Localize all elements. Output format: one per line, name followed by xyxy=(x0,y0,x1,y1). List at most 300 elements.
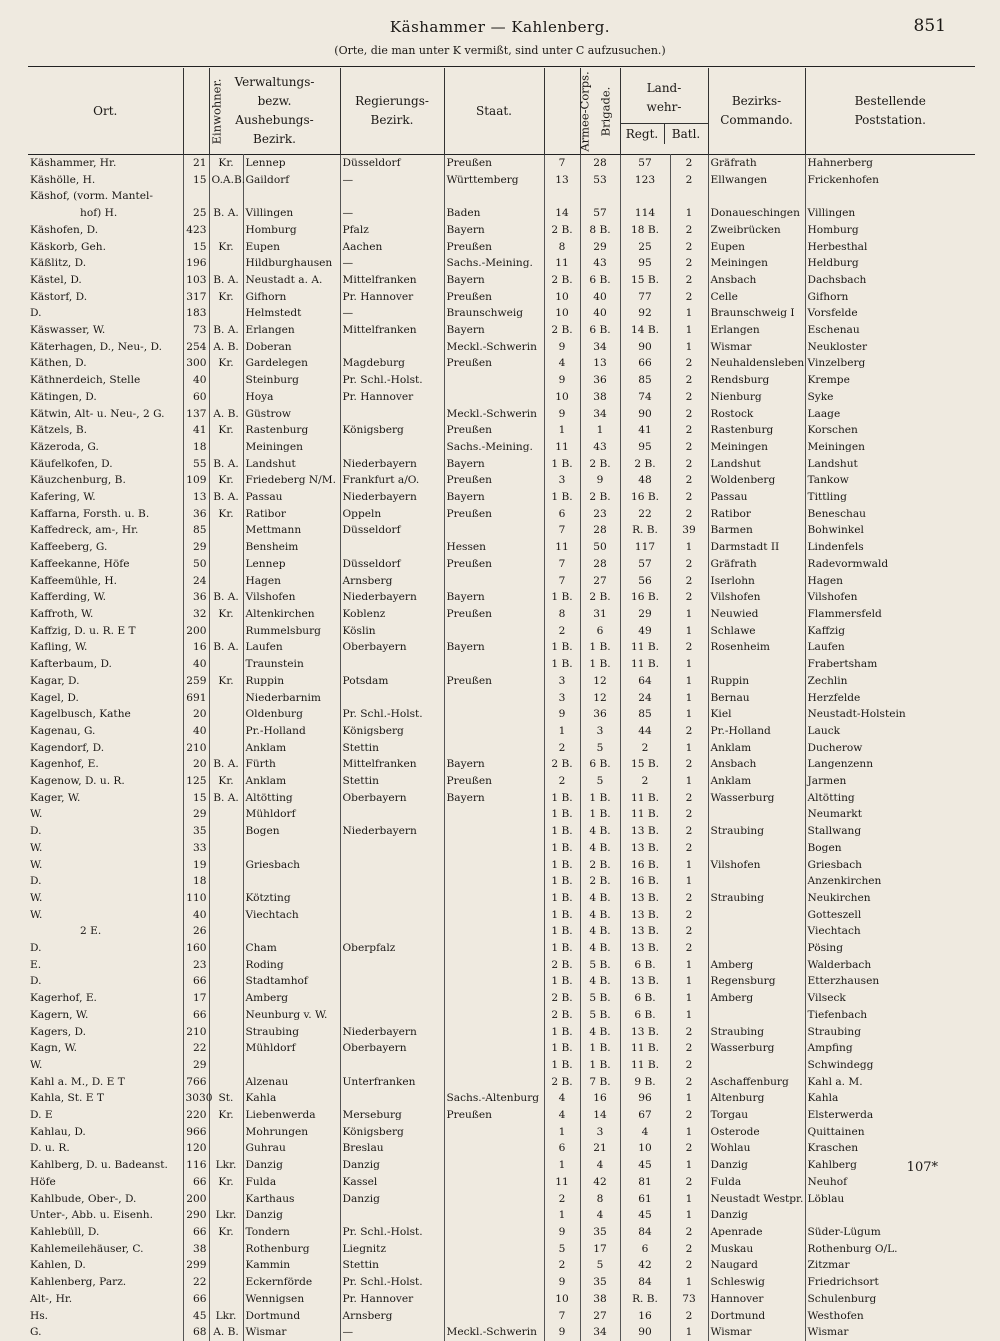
cell-admin-type xyxy=(209,255,243,272)
cell-landwehr-batl: 2 xyxy=(670,1024,708,1041)
cell-gov-district: Arnsberg xyxy=(340,1308,444,1325)
cell-brigade: 2 B. xyxy=(580,857,620,874)
cell-post-station: Wismar xyxy=(805,1324,975,1341)
cell-population: 66 xyxy=(183,1174,209,1191)
cell-district-command: Schleswig xyxy=(708,1274,805,1291)
cell-place: Kagel, D. xyxy=(30,691,79,704)
cell-army-corps: 2 xyxy=(544,740,580,757)
cell-post-station: Langenzenn xyxy=(805,756,975,773)
cell-post-station: Ducherow xyxy=(805,740,975,757)
cell-post-station: Viechtach xyxy=(805,923,975,940)
cell-admin-district: Traunstein xyxy=(243,656,340,673)
cell-landwehr-regt: 16 xyxy=(620,1308,670,1325)
cell-place: Käzeroda, G. xyxy=(30,440,99,453)
cell-gov-district: Oberpfalz xyxy=(340,940,444,957)
cell-admin-district: Neustadt a. A. xyxy=(243,272,340,289)
table-row xyxy=(28,940,975,957)
cell-post-station: Gifhorn xyxy=(805,289,975,306)
cell-landwehr-regt: 41 xyxy=(620,422,670,439)
cell-state xyxy=(444,973,544,990)
cell-state xyxy=(444,1140,544,1157)
cell-admin-type: O.A.B. xyxy=(209,172,243,189)
cell-brigade: 13 xyxy=(580,355,620,372)
table-row xyxy=(28,1291,975,1308)
cell-gov-district: Potsdam xyxy=(340,673,444,690)
cell-admin-type: B. A. xyxy=(209,489,243,506)
col-armee: Armee-Corps. xyxy=(544,68,580,155)
cell-place: Kaffarna, Forsth. u. B. xyxy=(30,507,150,520)
cell-admin-type xyxy=(209,1140,243,1157)
cell-place: Kager, W. xyxy=(30,791,81,804)
cell-population: 109 xyxy=(183,472,209,489)
cell-population: 300 xyxy=(183,355,209,372)
cell-landwehr-batl: 1 xyxy=(670,773,708,790)
cell-state xyxy=(444,723,544,740)
table-row xyxy=(28,1090,975,1107)
cell-gov-district: Oberbayern xyxy=(340,790,444,807)
cell-brigade: 27 xyxy=(580,573,620,590)
cell-place: E. xyxy=(30,958,42,971)
table-row xyxy=(28,973,975,990)
cell-army-corps: 10 xyxy=(544,389,580,406)
cell-landwehr-regt: 13 B. xyxy=(620,823,670,840)
table-row xyxy=(28,1207,975,1224)
cell-admin-type: A. B. xyxy=(209,1324,243,1341)
cell-gov-district: Pr. Schl.-Holst. xyxy=(340,1274,444,1291)
cell-landwehr-batl: 2 xyxy=(670,1257,708,1274)
cell-district-command: Ellwangen xyxy=(708,172,805,189)
cell-state: Bayern xyxy=(444,756,544,773)
table-row xyxy=(28,172,975,189)
cell-brigade: 5 xyxy=(580,1257,620,1274)
cell-brigade: 4 B. xyxy=(580,940,620,957)
table-row xyxy=(28,439,975,456)
cell-gov-district: Unterfranken xyxy=(340,1074,444,1091)
cell-district-command: Rastenburg xyxy=(708,422,805,439)
cell-population: 35 xyxy=(183,823,209,840)
cell-state xyxy=(444,690,544,707)
cell-gov-district: Magdeburg xyxy=(340,355,444,372)
cell-brigade: 42 xyxy=(580,1174,620,1191)
cell-state: Württemberg xyxy=(444,172,544,189)
cell-district-command: Erlangen xyxy=(708,322,805,339)
cell-gov-district: Frankfurt a/O. xyxy=(340,472,444,489)
cell-place: Kätwin, Alt- u. Neu-, 2 G. xyxy=(30,407,165,420)
cell-gov-district: Pr. Schl.-Holst. xyxy=(340,1224,444,1241)
cell-admin-district: Danzig xyxy=(243,1157,340,1174)
cell-post-station: Frabertsham xyxy=(805,656,975,673)
cell-army-corps: 9 xyxy=(544,1224,580,1241)
cell-population: 210 xyxy=(183,740,209,757)
cell-gov-district: Düsseldorf xyxy=(340,522,444,539)
cell-post-station: Eschenau xyxy=(805,322,975,339)
cell-state xyxy=(444,940,544,957)
cell-army-corps: 2 xyxy=(544,623,580,640)
cell-place: Kahl a. M., D. E T xyxy=(30,1075,125,1088)
table-row xyxy=(28,773,975,790)
cell-admin-district: Anklam xyxy=(243,740,340,757)
cell-landwehr-batl: 2 xyxy=(670,289,708,306)
cell-gov-district xyxy=(340,857,444,874)
cell-post-station: Kaffzig xyxy=(805,623,975,640)
cell-admin-district: Rummelsburg xyxy=(243,623,340,640)
cell-army-corps: 2 B. xyxy=(544,1074,580,1091)
cell-post-station: Neukloster xyxy=(805,339,975,356)
cell-state xyxy=(444,623,544,640)
cell-admin-type xyxy=(209,573,243,590)
cell-place: Kagenhof, E. xyxy=(30,758,99,771)
cell-district-command: Barmen xyxy=(708,522,805,539)
cell-landwehr-regt: 90 xyxy=(620,339,670,356)
cell-brigade: 3 xyxy=(580,1124,620,1141)
cell-district-command: Wasserburg xyxy=(708,790,805,807)
cell-admin-district: Hagen xyxy=(243,573,340,590)
cell-state: Preußen xyxy=(444,472,544,489)
cell-admin-district: Güstrow xyxy=(243,406,340,423)
table-row xyxy=(28,1157,975,1174)
cell-brigade: 17 xyxy=(580,1241,620,1258)
cell-landwehr-batl: 1 xyxy=(670,990,708,1007)
cell-admin-type: B. A. xyxy=(209,272,243,289)
cell-place: Kahlen, D. xyxy=(30,1259,86,1272)
cell-landwehr-regt: 9 B. xyxy=(620,1074,670,1091)
cell-population: 36 xyxy=(183,589,209,606)
table-row xyxy=(28,907,975,924)
cell-army-corps: 11 xyxy=(544,539,580,556)
cell-state xyxy=(444,923,544,940)
cell-army-corps: 7 xyxy=(544,522,580,539)
table-row xyxy=(28,589,975,606)
footer-signature: 107* xyxy=(906,1160,938,1175)
cell-district-command: Osterode xyxy=(708,1124,805,1141)
cell-army-corps: 11 xyxy=(544,439,580,456)
cell-admin-district: Wismar xyxy=(243,1324,340,1341)
cell-admin-type xyxy=(209,656,243,673)
cell-population: 60 xyxy=(183,389,209,406)
cell-army-corps: 4 xyxy=(544,1090,580,1107)
cell-admin-type xyxy=(209,1257,243,1274)
cell-place: Unter-, Abb. u. Eisenh. xyxy=(30,1209,154,1222)
cell-landwehr-regt: 16 B. xyxy=(620,873,670,890)
cell-population: 21 xyxy=(183,155,209,172)
cell-army-corps: 1 B. xyxy=(544,907,580,924)
cell-post-station: Straubing xyxy=(805,1024,975,1041)
cell-landwehr-regt: 6 B. xyxy=(620,1007,670,1024)
cell-population: 15 xyxy=(183,239,209,256)
table-row xyxy=(28,890,975,907)
cell-population: 16 xyxy=(183,639,209,656)
cell-place: Kaffeemühle, H. xyxy=(30,574,117,587)
cell-gov-district xyxy=(340,990,444,1007)
cell-gov-district: — xyxy=(340,305,444,322)
cell-admin-district: Helmstedt xyxy=(243,305,340,322)
cell-gov-district: Köslin xyxy=(340,623,444,640)
cell-population: 15 xyxy=(183,172,209,189)
cell-district-command: Wasserburg xyxy=(708,1040,805,1057)
table-row xyxy=(28,1274,975,1291)
cell-landwehr-regt: 25 xyxy=(620,239,670,256)
cell-population: 254 xyxy=(183,339,209,356)
cell-admin-type xyxy=(209,1191,243,1208)
table-row xyxy=(28,1191,975,1208)
cell-gov-district xyxy=(340,806,444,823)
cell-brigade: 43 xyxy=(580,255,620,272)
cell-admin-district: Bogen xyxy=(243,823,340,840)
cell-gov-district: Merseburg xyxy=(340,1107,444,1124)
cell-admin-district: Tondern xyxy=(243,1224,340,1241)
cell-post-station: Schwindegg xyxy=(805,1057,975,1074)
cell-landwehr-regt: 2 xyxy=(620,740,670,757)
cell-landwehr-batl: 2 xyxy=(670,806,708,823)
cell-district-command: Darmstadt II xyxy=(708,539,805,556)
cell-army-corps: 1 B. xyxy=(544,806,580,823)
cell-place: D. xyxy=(30,975,42,988)
cell-population: 40 xyxy=(183,723,209,740)
cell-admin-district: Neunburg v. W. xyxy=(243,1007,340,1024)
cell-district-command: Aschaffenburg xyxy=(708,1074,805,1091)
cell-landwehr-regt: 13 B. xyxy=(620,973,670,990)
cell-admin-district: Eupen xyxy=(243,239,340,256)
cell-army-corps: 8 xyxy=(544,606,580,623)
cell-army-corps: 13 xyxy=(544,172,580,189)
cell-admin-type: A. B. xyxy=(209,406,243,423)
table-row xyxy=(28,272,975,289)
cell-post-station: Altötting xyxy=(805,790,975,807)
gazetteer-table xyxy=(28,68,975,1341)
cell-army-corps: 3 xyxy=(544,673,580,690)
cell-landwehr-regt: 49 xyxy=(620,623,670,640)
cell-place: Kaffeeberg, G. xyxy=(30,541,108,554)
cell-gov-district: Niederbayern xyxy=(340,589,444,606)
cell-state xyxy=(444,1057,544,1074)
cell-district-command: Eupen xyxy=(708,239,805,256)
table-row xyxy=(28,456,975,473)
cell-place: W. xyxy=(30,841,43,854)
cell-army-corps: 2 B. xyxy=(544,222,580,239)
cell-admin-type xyxy=(209,806,243,823)
cell-landwehr-batl: 1 xyxy=(670,322,708,339)
cell-admin-type xyxy=(209,1241,243,1258)
cell-brigade: 31 xyxy=(580,606,620,623)
cell-admin-district: Hoya xyxy=(243,389,340,406)
cell-admin-type: Kr. xyxy=(209,1174,243,1191)
cell-place: Käswasser, W. xyxy=(30,324,106,337)
cell-army-corps: 2 B. xyxy=(544,990,580,1007)
top-rule xyxy=(28,66,975,67)
cell-gov-district: Königsberg xyxy=(340,723,444,740)
cell-army-corps: 2 B. xyxy=(544,272,580,289)
cell-brigade: 4 B. xyxy=(580,923,620,940)
cell-place: Kaffroth, W. xyxy=(30,607,94,620)
cell-landwehr-batl: 2 xyxy=(670,355,708,372)
cell-army-corps: 2 B. xyxy=(544,1007,580,1024)
cell-population: 15 xyxy=(183,790,209,807)
cell-state: Preußen xyxy=(444,1107,544,1124)
cell-brigade: 9 xyxy=(580,472,620,489)
cell-landwehr-batl: 2 xyxy=(670,389,708,406)
cell-post-station: Westhofen xyxy=(805,1308,975,1325)
cell-landwehr-batl: 2 xyxy=(670,923,708,940)
table-row xyxy=(28,990,975,1007)
cell-place: Kaffzig, D. u. R. E T xyxy=(30,624,136,637)
cell-brigade: 5 B. xyxy=(580,990,620,1007)
cell-admin-type: Kr. xyxy=(209,472,243,489)
cell-admin-district: Erlangen xyxy=(243,322,340,339)
cell-state xyxy=(444,1174,544,1191)
cell-army-corps: 10 xyxy=(544,1291,580,1308)
col-regierung: Regierungs- Bezirk. xyxy=(340,68,444,155)
cell-landwehr-batl: 1 xyxy=(670,673,708,690)
cell-district-command: Torgau xyxy=(708,1107,805,1124)
table-row xyxy=(28,723,975,740)
cell-brigade: 8 xyxy=(580,1191,620,1208)
cell-population: 40 xyxy=(183,907,209,924)
cell-state: Meckl.-Schwerin xyxy=(444,339,544,356)
cell-population: 36 xyxy=(183,506,209,523)
cell-state: Preußen xyxy=(444,773,544,790)
cell-brigade: 5 xyxy=(580,773,620,790)
cell-place: Kagar, D. xyxy=(30,674,80,687)
cell-army-corps: 1 B. xyxy=(544,1057,580,1074)
cell-post-station: Lindenfels xyxy=(805,539,975,556)
cell-admin-type: Kr. xyxy=(209,155,243,172)
cell-gov-district: Breslau xyxy=(340,1140,444,1157)
cell-state: Bayern xyxy=(444,322,544,339)
cell-landwehr-batl: 1 xyxy=(670,205,708,222)
cell-place: Kagers, D. xyxy=(30,1025,86,1038)
cell-post-station: Anzenkirchen xyxy=(805,873,975,890)
cell-state: Preußen xyxy=(444,422,544,439)
cell-district-command: Ratibor xyxy=(708,506,805,523)
cell-landwehr-regt: 15 B. xyxy=(620,756,670,773)
cell-landwehr-batl xyxy=(670,188,708,205)
cell-place: D. xyxy=(30,942,42,955)
cell-post-station: Kraschen xyxy=(805,1140,975,1157)
cell-landwehr-regt: 2 B. xyxy=(620,456,670,473)
cell-brigade: 38 xyxy=(580,389,620,406)
cell-landwehr-regt: 13 B. xyxy=(620,940,670,957)
cell-brigade: 4 B. xyxy=(580,840,620,857)
cell-district-command: Rosenheim xyxy=(708,639,805,656)
table-row xyxy=(28,305,975,322)
cell-brigade: 4 xyxy=(580,1207,620,1224)
cell-district-command xyxy=(708,923,805,940)
cell-army-corps: 9 xyxy=(544,406,580,423)
cell-landwehr-batl: 2 xyxy=(670,1241,708,1258)
table-row xyxy=(28,506,975,523)
cell-landwehr-batl: 1 xyxy=(670,873,708,890)
cell-brigade: 53 xyxy=(580,172,620,189)
cell-landwehr-batl: 2 xyxy=(670,422,708,439)
cell-district-command: Braunschweig I xyxy=(708,305,805,322)
cell-landwehr-batl: 2 xyxy=(670,756,708,773)
table-row xyxy=(28,1224,975,1241)
table-row xyxy=(28,522,975,539)
cell-state xyxy=(444,1291,544,1308)
table-row xyxy=(28,957,975,974)
table-row xyxy=(28,539,975,556)
cell-district-command: Naugard xyxy=(708,1257,805,1274)
cell-landwehr-batl: 2 xyxy=(670,890,708,907)
cell-army-corps: 7 xyxy=(544,1308,580,1325)
cell-brigade: 34 xyxy=(580,339,620,356)
cell-landwehr-batl: 1 xyxy=(670,339,708,356)
page-title: Käshammer — Kahlenberg. xyxy=(389,18,611,36)
cell-place: Kästorf, D. xyxy=(30,290,88,303)
cell-gov-district: Niederbayern xyxy=(340,823,444,840)
cell-place: hof) H. xyxy=(80,207,118,220)
cell-landwehr-regt: 11 B. xyxy=(620,1057,670,1074)
cell-admin-type: B. A. xyxy=(209,790,243,807)
table-row xyxy=(28,205,975,222)
cell-admin-district: Gaildorf xyxy=(243,172,340,189)
col-einwohner: Einwohner. xyxy=(183,68,209,155)
cell-army-corps: 14 xyxy=(544,205,580,222)
cell-admin-type xyxy=(209,188,243,205)
table-row xyxy=(28,840,975,857)
cell-landwehr-regt: 16 B. xyxy=(620,489,670,506)
cell-district-command: Altenburg xyxy=(708,1090,805,1107)
cell-admin-type xyxy=(209,439,243,456)
cell-army-corps: 1 B. xyxy=(544,940,580,957)
cell-post-station: Syke xyxy=(805,389,975,406)
cell-admin-district: Kötzting xyxy=(243,890,340,907)
cell-state xyxy=(444,873,544,890)
cell-state: Meckl.-Schwerin xyxy=(444,1324,544,1341)
cell-brigade: 1 B. xyxy=(580,790,620,807)
cell-brigade: 28 xyxy=(580,155,620,172)
cell-population: 766 xyxy=(183,1074,209,1091)
cell-gov-district: Liegnitz xyxy=(340,1241,444,1258)
cell-army-corps: 1 B. xyxy=(544,456,580,473)
cell-gov-district: Stettin xyxy=(340,740,444,757)
table-row xyxy=(28,556,975,573)
cell-post-station: Villingen xyxy=(805,205,975,222)
table-row xyxy=(28,406,975,423)
cell-district-command: Dortmund xyxy=(708,1308,805,1325)
table-row xyxy=(28,1107,975,1124)
cell-admin-district: Oldenburg xyxy=(243,706,340,723)
cell-state xyxy=(444,1157,544,1174)
cell-army-corps: 6 xyxy=(544,506,580,523)
cell-landwehr-batl: 2 xyxy=(670,556,708,573)
cell-admin-district: Viechtach xyxy=(243,907,340,924)
table-row xyxy=(28,239,975,256)
cell-admin-district: Niederbarnim xyxy=(243,690,340,707)
table-row xyxy=(28,639,975,656)
cell-landwehr-regt: 67 xyxy=(620,1107,670,1124)
cell-district-command: Nienburg xyxy=(708,389,805,406)
cell-post-station: Dachsbach xyxy=(805,272,975,289)
cell-population: 22 xyxy=(183,1040,209,1057)
cell-admin-district: Pr.-Holland xyxy=(243,723,340,740)
table-row xyxy=(28,823,975,840)
col-bezirkskommando: Bezirks- Commando. xyxy=(708,68,805,155)
cell-district-command: Anklam xyxy=(708,773,805,790)
cell-population: 125 xyxy=(183,773,209,790)
cell-population: 220 xyxy=(183,1107,209,1124)
cell-landwehr-batl: 1 xyxy=(670,305,708,322)
cell-post-station: Zechlin xyxy=(805,673,975,690)
table-row xyxy=(28,1308,975,1325)
col-verwaltung: Verwaltungs- bezw. Aushebungs- Bezirk. xyxy=(209,68,340,155)
cell-landwehr-batl: 1 xyxy=(670,656,708,673)
table-row xyxy=(28,489,975,506)
cell-brigade: 23 xyxy=(580,506,620,523)
cell-population xyxy=(183,188,209,205)
cell-population: 210 xyxy=(183,1024,209,1041)
cell-admin-type xyxy=(209,623,243,640)
